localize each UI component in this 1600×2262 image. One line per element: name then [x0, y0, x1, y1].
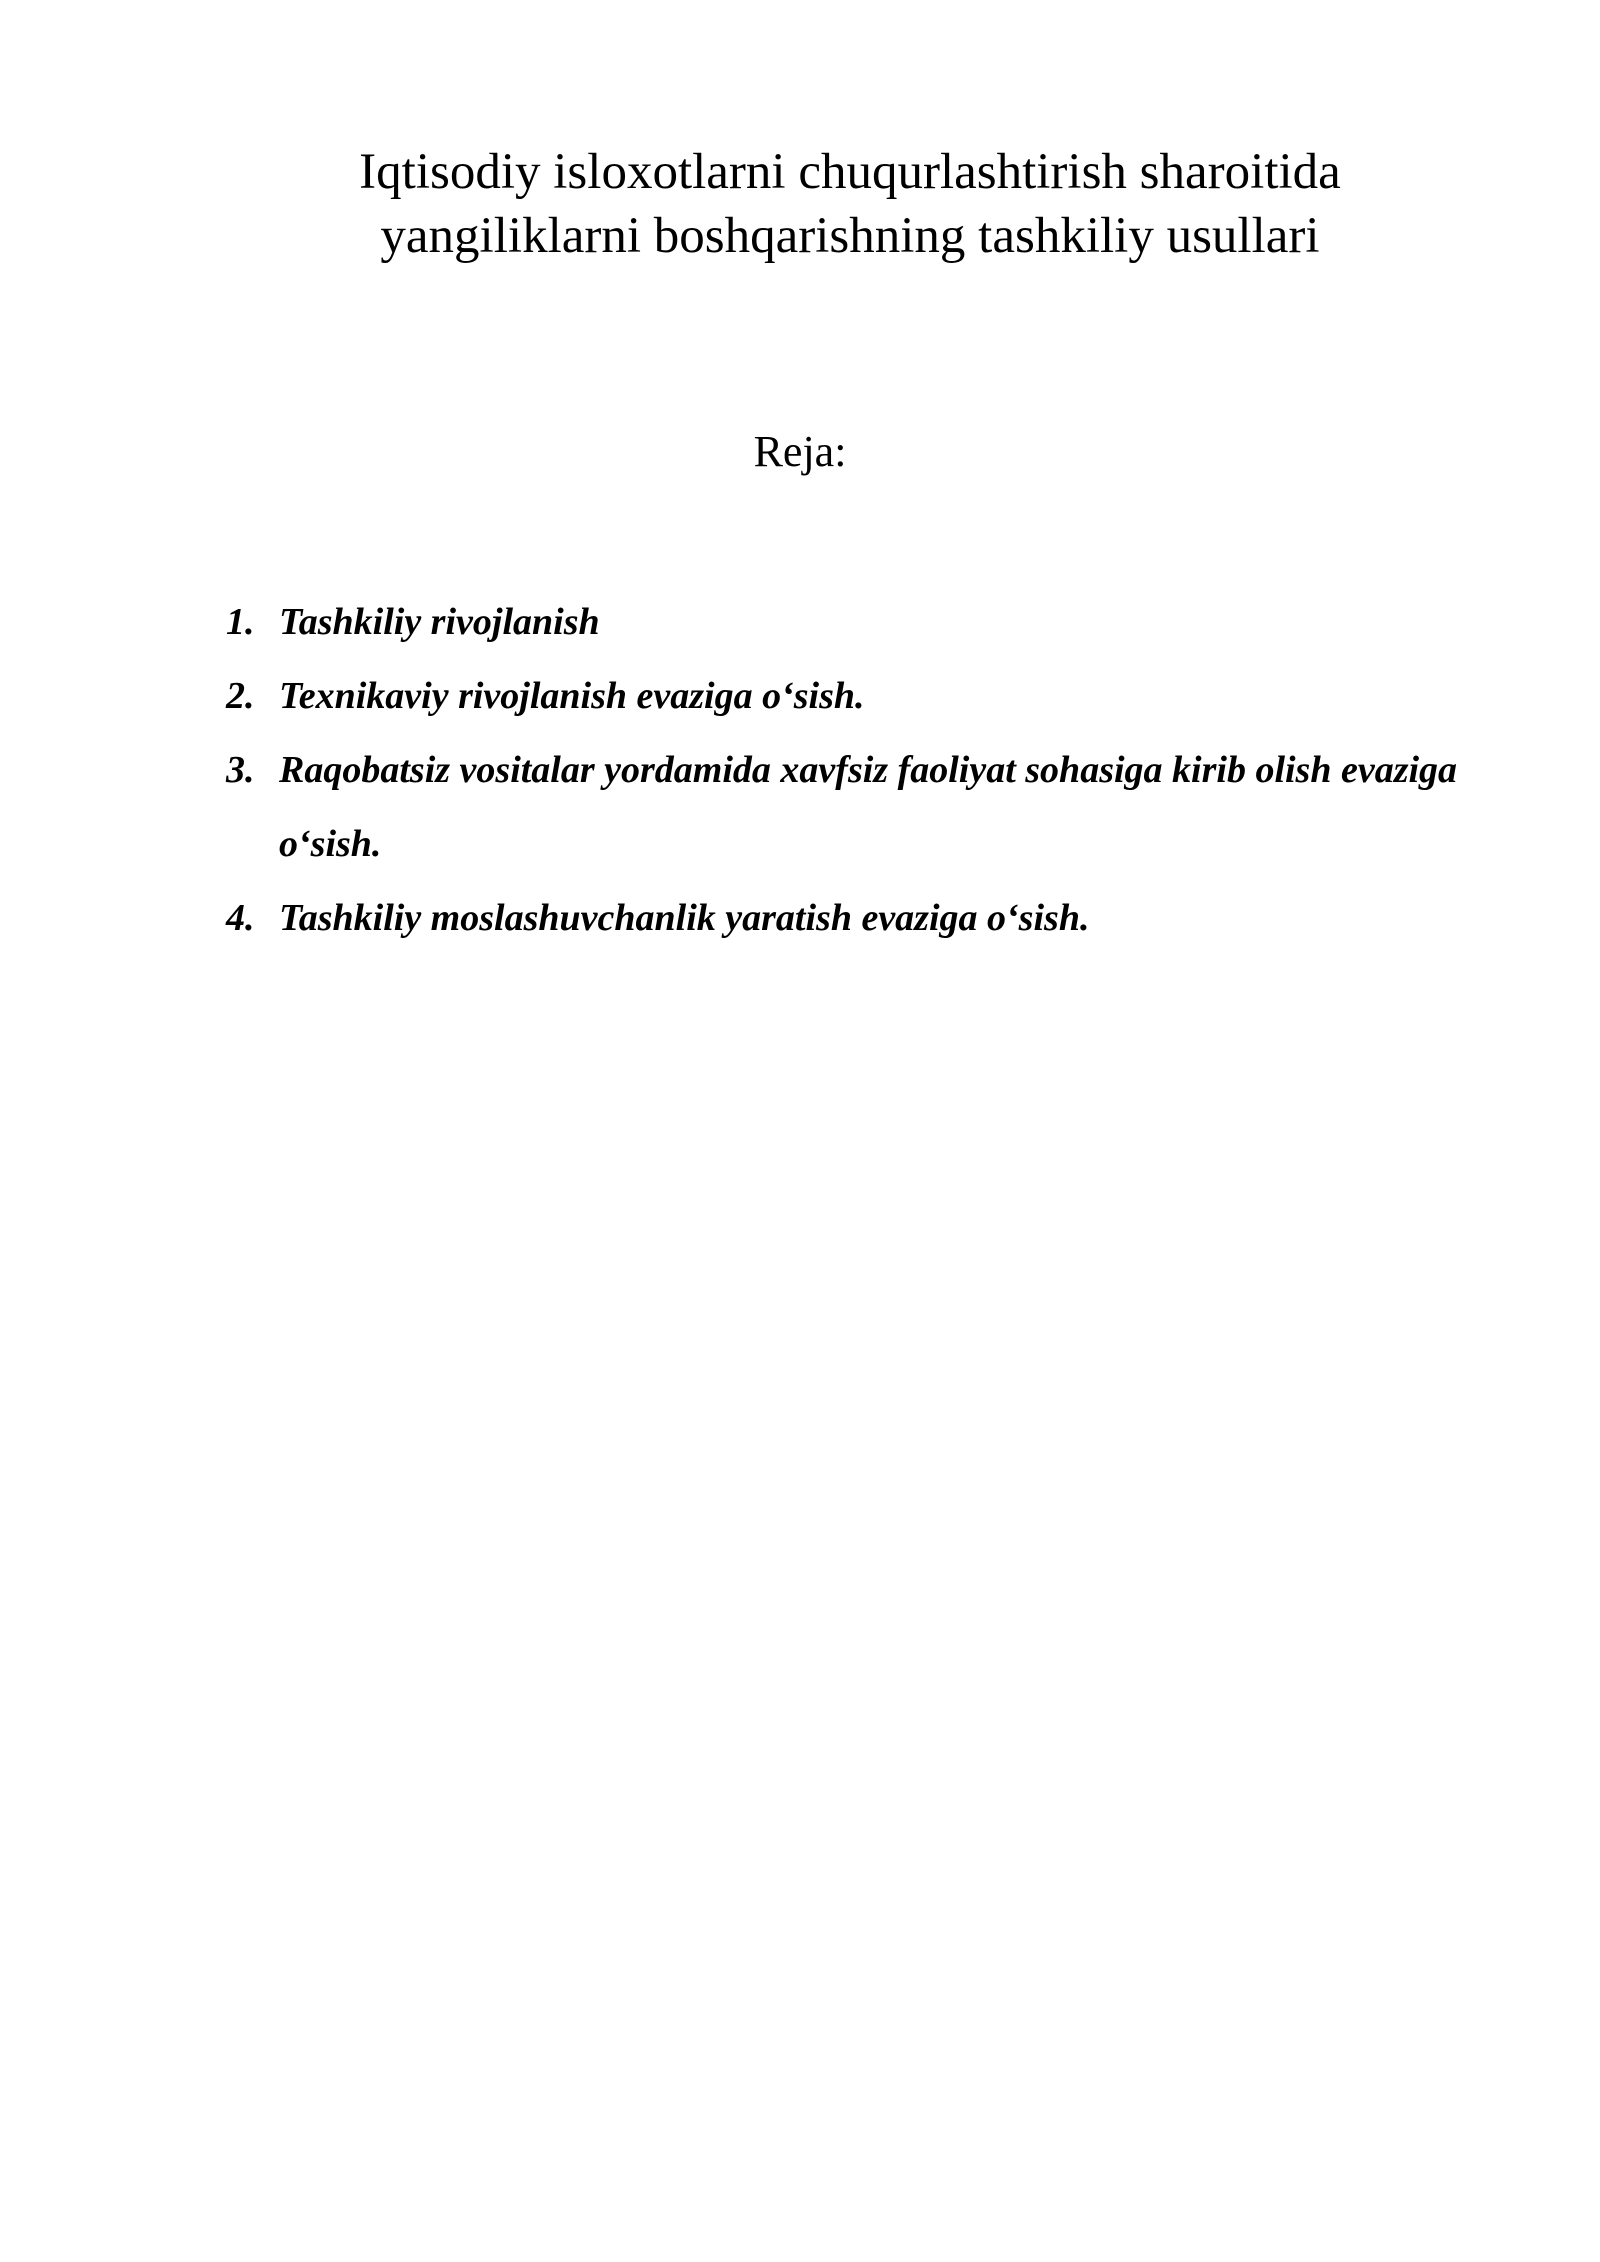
plan-item-number: 3.	[226, 749, 255, 791]
plan-item-text: Raqobatsiz vositalar yordamida xavfsiz faoliyat sohasiga kirib olish evaziga o‘sish.	[279, 749, 1458, 865]
plan-item-number: 2.	[226, 675, 255, 717]
plan-heading: Reja:	[753, 427, 847, 476]
plan-item-text: Tashkiliy rivojlanish	[279, 601, 600, 643]
plan-item	[226, 733, 1526, 881]
plan-item	[226, 585, 1526, 659]
plan-item-text: Texnikaviy rivojlanish evaziga o‘sish.	[279, 675, 865, 717]
plan-item	[226, 881, 1526, 955]
plan-item-number: 4.	[226, 897, 255, 939]
title-line-2: yangiliklarni boshqarishning tashkiliy usullari	[380, 208, 1320, 264]
plan-item-text: Tashkiliy moslashuvchanlik yaratish evaziga o‘sish.	[279, 897, 1090, 939]
plan-item	[226, 659, 1526, 733]
title-line-1: Iqtisodiy isloxotlarni chuqurlashtirish sharoitida	[359, 144, 1341, 200]
plan-list	[226, 585, 1526, 955]
plan-item-number: 1.	[226, 601, 255, 643]
document-title	[220, 140, 1480, 268]
